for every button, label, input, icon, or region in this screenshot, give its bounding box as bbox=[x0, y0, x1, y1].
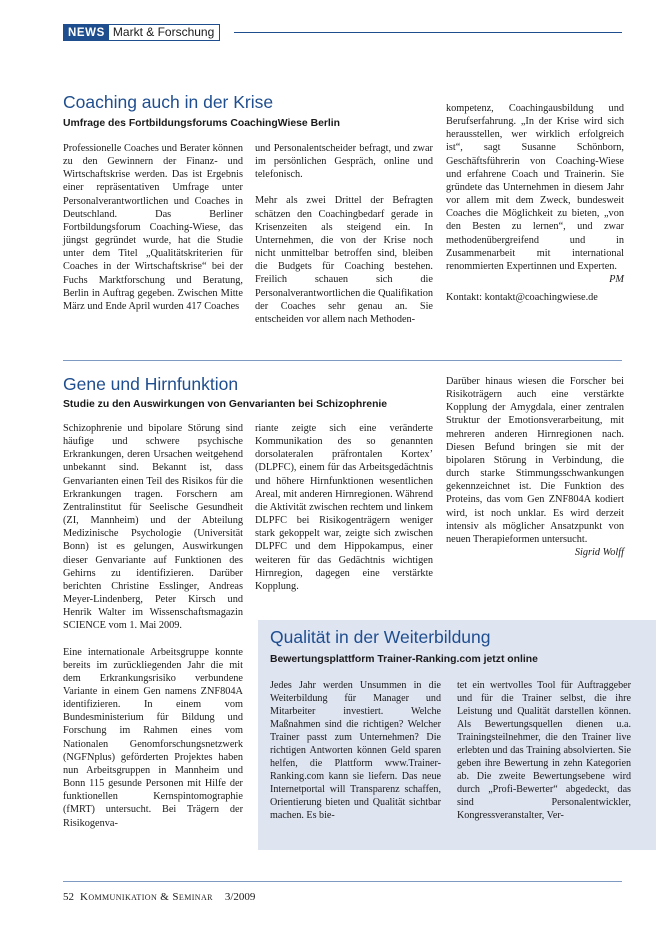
article-column bbox=[255, 422, 433, 593]
paragraph: tet ein wertvolles Tool für Auftraggeber und für die Trainer selbst, die ihre Leistung und Qualität darstellen können. Als Bewertungsquellen dienen u.a. Trainingsteilnehmer, die den Trainer live erlebten und das Training absolvierten. Sie geben ihre Bewertung in zehn Kategorien ab. Die zweite Bewertungsebene wird durch „Profi-Bewerter“ abgedeckt, das sind Personalentwickler, Kongressveranstalter, Ver- bbox=[457, 680, 631, 821]
paragraph: Schizophrenie und bipolare Störung sind häufige und schwere psychische Erkrankungen, deren Ursachen weitgehend unbekannt sind. Bekannt ist, dass Genvarianten einen Teil des Risikos für die Erkrankungen tragen. Forschern am Zentralinstitut für Seelische Gesundheit (ZI, Mannheim) und der Abteilung Medizinische Psychologie (Universität Bonn) ist es gelungen, Auswirkungen dieser Genvariante auf Funktionen des Gehirns zu identifizieren. Darüber berichten Christine Esslinger, Andreas Meyer-Lindenberg, Peter Kirsch und Henrik Walter im Wissenschaftsmagazin SCIENCE vom 1. Mai 2009. bbox=[63, 423, 243, 632]
paragraph: Professionelle Coaches und Berater können zu den Gewinnern der Finanz- und Wirtschaftskrise werden. Das ist Ergebnis einer repräsentativen Umfrage unter Personalverantwortlichen und Coaches in Deutschland. Das Berliner Fortbildungsforum Coaching-Wiese, das jüngst gegründet wurde, hat die Studie unter dem Titel „Qualitätskriterien für Coaches in der Wirtschaftskrise“ bei der Fuchs Marktforschung und Beratung, Berlin in Auftrag gegeben. Zwischen Mitte März und Ende April wurden 417 Coaches bbox=[63, 143, 243, 312]
author-signature: Sigrid Wolff bbox=[574, 547, 624, 559]
section-label: Markt & Forschung bbox=[109, 24, 220, 41]
article-column bbox=[270, 679, 441, 822]
article-subtitle: Studie zu den Auswirkungen von Genvarianten bei Schizophrenie bbox=[63, 399, 388, 410]
article-column bbox=[446, 375, 624, 559]
article-title: Qualität in der Weiterbildung bbox=[270, 627, 491, 647]
contact-line: Kontakt: kontakt@coachingwiese.de bbox=[446, 292, 598, 304]
article-column bbox=[63, 422, 243, 830]
article-subtitle: Umfrage des Fortbildungsforums CoachingWiese Berlin bbox=[63, 118, 341, 129]
magazine-name: Kommunikation & Seminar bbox=[80, 891, 213, 903]
paragraph: kompetenz, Coachingausbildung und Berufserfahrung. „In der Krise wird sich herausstellen, wer wirklich erfolgreich ist“, sagt Susanne Schönborn, Geschäftsführerin von Coaching-Wiese und erfahrene Coach und Trainerin. Sie gründete das Unternehmen in diesem Jahr vor allem mit dem Zweck, bundesweit Coaches die Möglichkeit zu bieten, „von den Besten zu lernen“, und zwar methodenübergreifend und in Zusammenarbeit mit international renommierten Expertinnen und Experten. bbox=[446, 103, 624, 272]
article-subtitle: Bewertungsplattform Trainer-Ranking.com jetzt online bbox=[270, 654, 538, 665]
article-column bbox=[446, 102, 624, 304]
paragraph: Eine internationale Arbeitsgruppe konnte bereits im zurückliegenden Jahr die mit dem Erkrankungsrisiko verbundene Variante in einem Gen namens ZNF804A identifizieren. In einem vom Bundesministerium für Bildung und Forschung im Rahmen eines vom Nationalen Genomforschungsnetzwerk (NGFNplus) geförderten Projektes haben nun Arbeitsgruppen in Mannheim und Bonn 115 gesunde Personen mit Hilfe der funktionellen Kernspintomographie (fMRT) untersucht. Bei Trägern der Risikogenva- bbox=[63, 646, 243, 829]
paragraph: riante zeigte sich eine veränderte Kommunikation des so genannten dorsolateralen präfrontalen Kortex’ (DLPFC), einem für das Arbeitsgedächtnis und höhere Hirnfunktionen wesentlichen Areal, mit anderen Hirnregionen. Während die Aktivität zwischen rechtem und linkem DLPFC bei Risikogenträgern weniger stark gekoppelt war, zeigte sich zwischen DLPFC und dem Hippokampus, einer weiteren für das Gedächtnis wichtigen Hirnregion, dagegen eine verstärkte Kopplung. bbox=[255, 423, 433, 592]
issue-number: 3/2009 bbox=[224, 891, 256, 903]
news-tag: NEWS bbox=[63, 24, 109, 41]
paragraph: und Personalentscheider befragt, und zwar im persönlichen Gespräch, online und telefonisch. bbox=[255, 143, 433, 181]
article-column bbox=[63, 142, 243, 313]
section-header bbox=[63, 24, 220, 41]
article-column bbox=[255, 142, 433, 326]
header-rule bbox=[234, 32, 622, 33]
page-footer bbox=[63, 891, 255, 903]
section-divider bbox=[63, 360, 622, 361]
paragraph: Mehr als zwei Drittel der Befragten schätzen den Coachingbedarf gerade in Krisenzeiten als steigend ein. In Unternehmen, die von der Krise noch nicht unmittelbar betroffen sind, bleiben die Budgets für Coaching bestehen. Freilich schauen sich die Personalverantwortlichen die Qualifikation der Coaches sehr genau an. Sie entscheiden vor allem nach Methoden- bbox=[255, 195, 433, 325]
article-title: Gene und Hirnfunktion bbox=[63, 374, 239, 394]
page-number: 52 bbox=[63, 891, 74, 903]
paragraph: Darüber hinaus wiesen die Forscher bei Risikoträgern auch eine verstärkte Kopplung der Amygdala, einer zentralen Struktur der Emotionsverarbeitung, mit mehreren anderen Hirnregionen nach. Diesen Befund bringen sie mit der bipolaren Störung in Verbindung, die durch starke Stimmungsschwankungen gekennzeichnet ist. Die Funktion des Proteins, das vom Gen ZNF804A kodiert wird, ist noch unklar. Es wird derzeit intensiv als möglicher Ansatzpunkt von neuen Therapieformen untersucht. bbox=[446, 376, 624, 545]
article-title: Coaching auch in der Krise bbox=[63, 92, 274, 112]
article-column bbox=[457, 679, 631, 822]
footer-rule bbox=[63, 881, 622, 882]
author-signature: PM bbox=[609, 274, 624, 286]
highlight-box bbox=[258, 620, 656, 850]
paragraph: Jedes Jahr werden Unsummen in die Weiterbildung für Manager und Mitarbeiter investiert. Welche Maßnahmen sind die richtigen? Welcher Trainer passt zum Unternehmen? Die richtigen Antworten können Geld sparen helfen, die Plattform www.Trainer-Ranking.com kann sie liefern. Das neue Internetportal will Transparenz schaffen, Orientierung bieten und Qualität sichtbar machen. Es bie- bbox=[270, 680, 441, 821]
